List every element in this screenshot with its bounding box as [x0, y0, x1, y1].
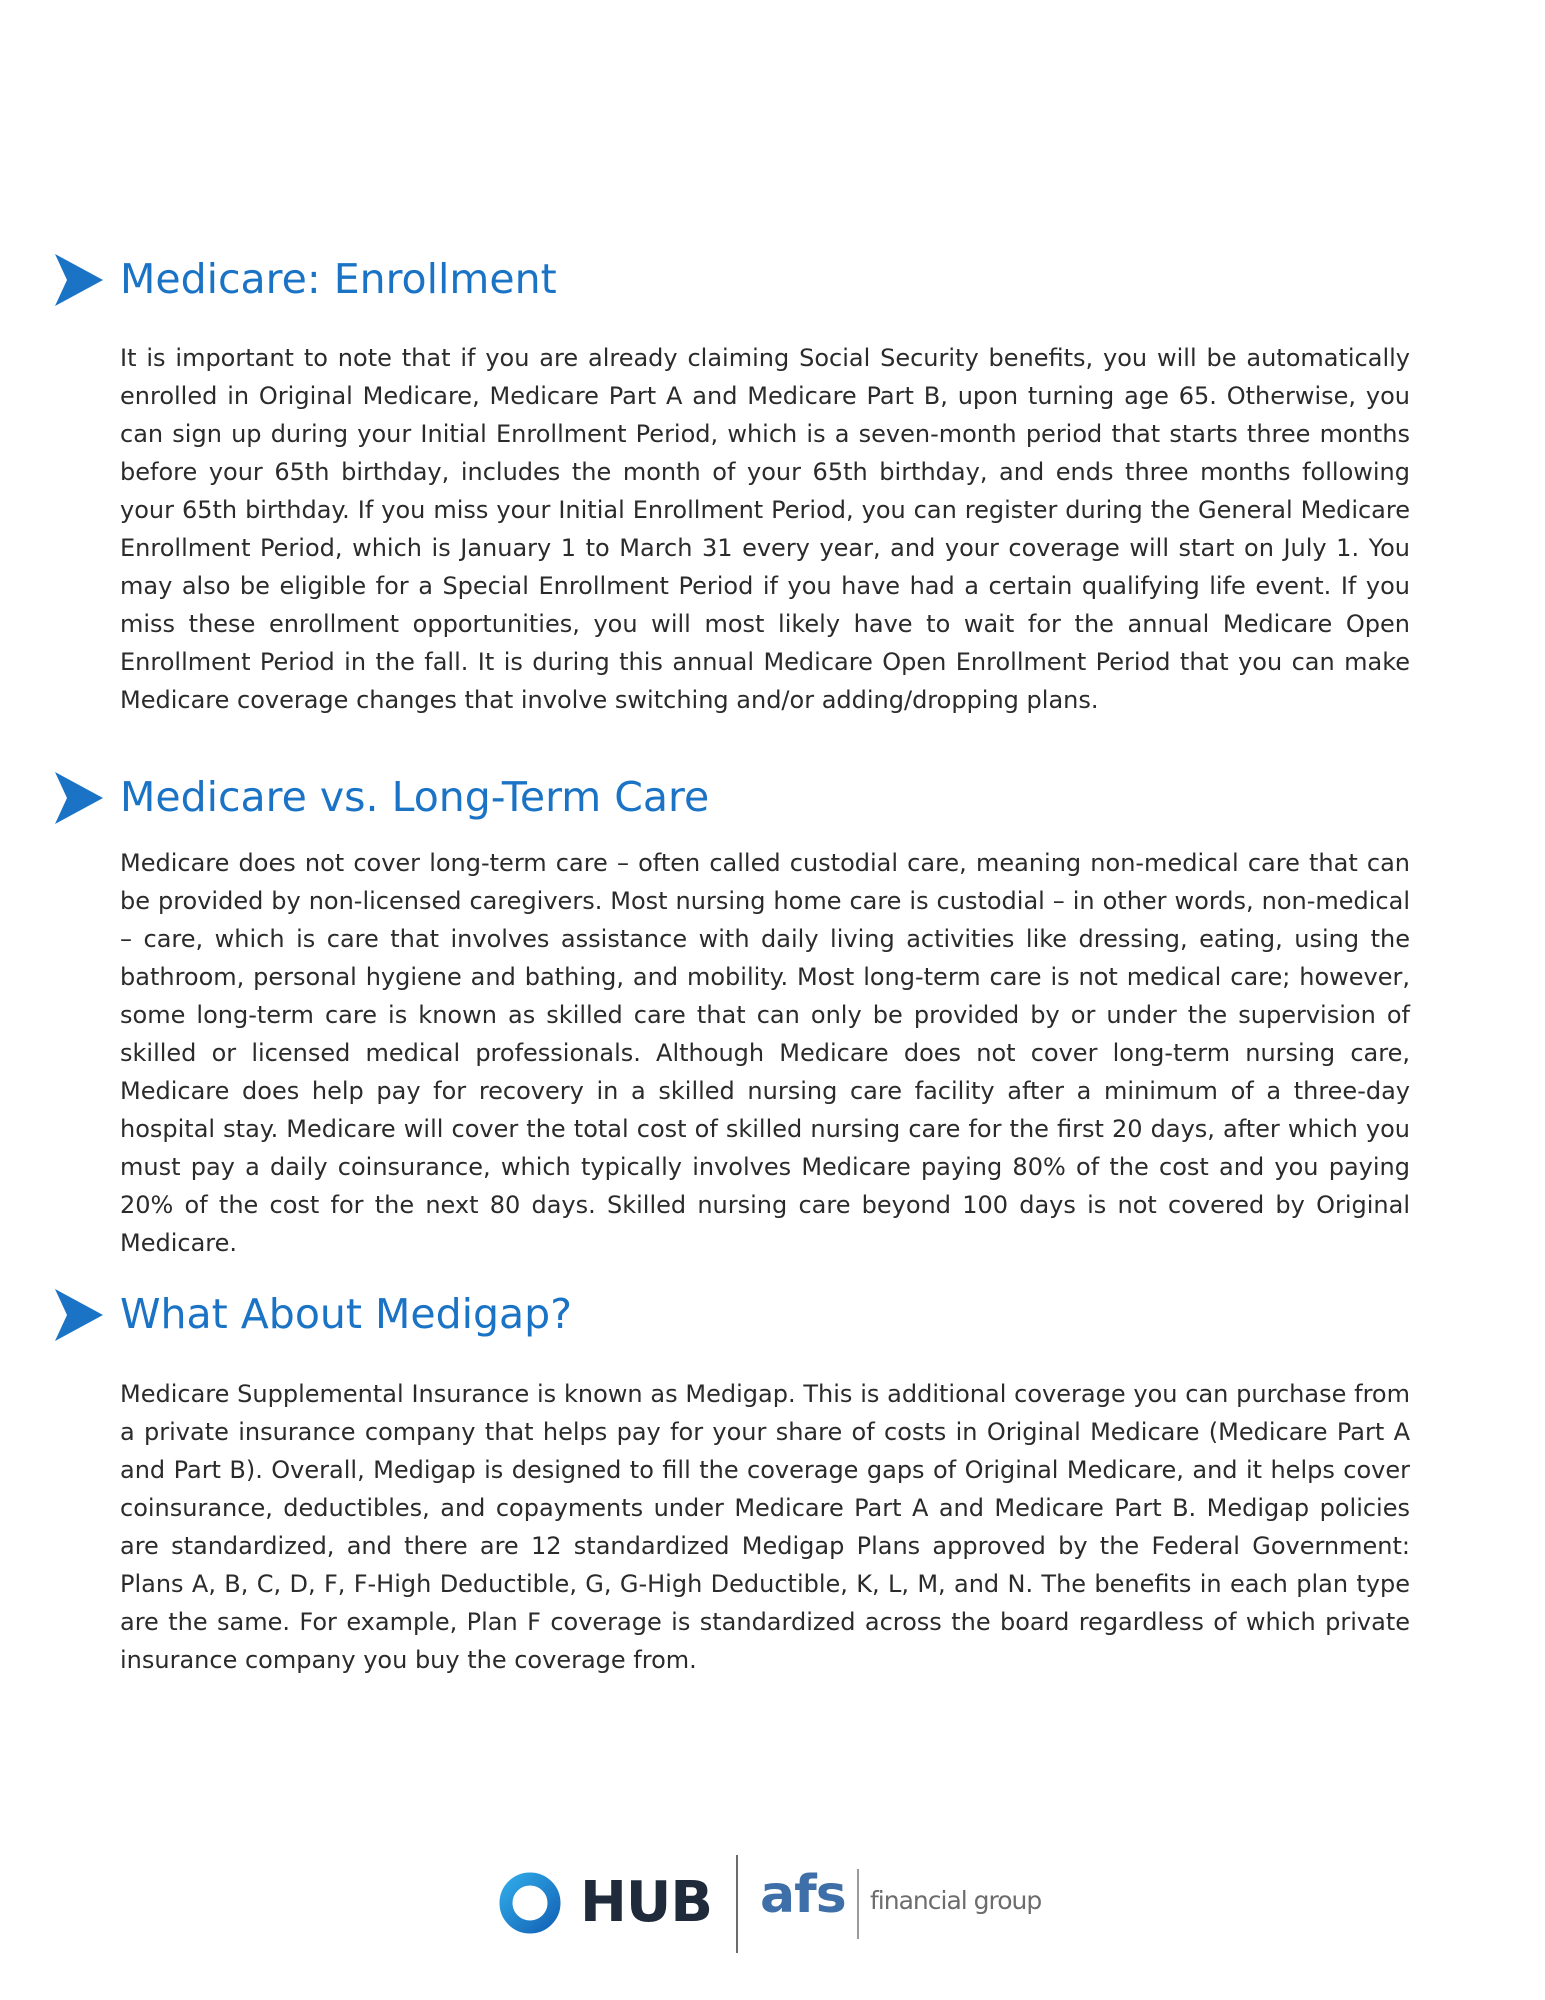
hub-logo-text: HUB	[580, 1870, 713, 1935]
afs-divider	[857, 1869, 859, 1939]
section-heading	[0, 1279, 1545, 1349]
afs-tagline: financial group	[870, 1886, 1042, 1915]
section-medigap	[0, 1279, 1545, 1674]
chevron-arrow-icon	[55, 254, 103, 306]
paragraph-medigap: Medicare Supplemental Insurance is known as Medigap. This is additional coverage you can purchase from a private insurance company that helps pay for your share of costs in Original Medicare (Medicare Part A and Part B). Overall, Medigap is designed to fill the coverage gaps of Original Medicare, and it helps cover coinsurance, deductibles, and copayments under Medicare Part A and Medicare Part B. Medigap policies are standardized, and there are 12 standardized Medigap Plans approved by the Federal Government: Plans A, B, C, D, F, F-High Deductible, G, G-High Deductible, K, L, M, and N. The benefits in each plan type are the same. For example, Plan F coverage is standardized across the board regardless of which private insurance company you buy the coverage from.	[120, 1380, 1410, 1674]
section-heading	[0, 244, 1545, 314]
afs-logo-text: afs	[760, 1865, 846, 1925]
heading-medicare-enrollment: Medicare: Enrollment	[120, 255, 557, 303]
heading-what-about-medigap: What About Medigap?	[120, 1290, 572, 1338]
section-heading	[0, 762, 1545, 832]
section-enrollment	[0, 244, 1545, 714]
chevron-arrow-icon	[55, 772, 103, 824]
footer-logos	[0, 1855, 1545, 1965]
logo-divider	[736, 1855, 738, 1953]
section-long-term-care	[0, 762, 1545, 1257]
paragraph-long-term-care: Medicare does not cover long-term care – often called custodial care, meaning non-medical care that can be provided by non-licensed caregivers. Most nursing home care is custodial – in other words, non-medical – care, which is care that involves assistance with daily living activities like dressing, eating, using the bathroom, personal hygiene and bathing, and mobility. Most long-term care is not medical care; however, some long-term care is known as skilled care that can only be provided by or under the supervision of skilled or licensed medical professionals. Although Medicare does not cover long-term nursing care, Medicare does help pay for recovery in a skilled nursing care facility after a minimum of a three-day hospital stay. Medicare will cover the total cost of skilled nursing care for the first 20 days, after which you must pay a daily coinsurance, which typically involves Medicare paying 80% of the cost and you paying 20% of the cost for the next 80 days. Skilled nursing care beyond 100 days is not covered by Original Medicare.	[120, 849, 1410, 1257]
heading-medicare-vs-long-term-care: Medicare vs. Long-Term Care	[120, 773, 710, 821]
hub-ring-icon	[498, 1871, 562, 1935]
chevron-arrow-icon	[55, 1289, 103, 1341]
paragraph-enrollment: It is important to note that if you are already claiming Social Security benefits, you will be automatically enrolled in Original Medicare, Medicare Part A and Medicare Part B, upon turning age 65. Otherwise, you can sign up during your Initial Enrollment Period, which is a seven-month period that starts three months before your 65th birthday, includes the month of your 65th birthday, and ends three months following your 65th birthday. If you miss your Initial Enrollment Period, you can register during the General Medicare Enrollment Period, which is January 1 to March 31 every year, and your coverage will start on July 1. You may also be eligible for a Special Enrollment Period if you have had a certain qualifying life event. If you miss these enrollment opportunities, you will most likely have to wait for the annual Medicare Open Enrollment Period in the fall. It is during this annual Medicare Open Enrollment Period that you can make Medicare coverage changes that involve switching and/or adding/dropping plans.	[120, 344, 1410, 714]
